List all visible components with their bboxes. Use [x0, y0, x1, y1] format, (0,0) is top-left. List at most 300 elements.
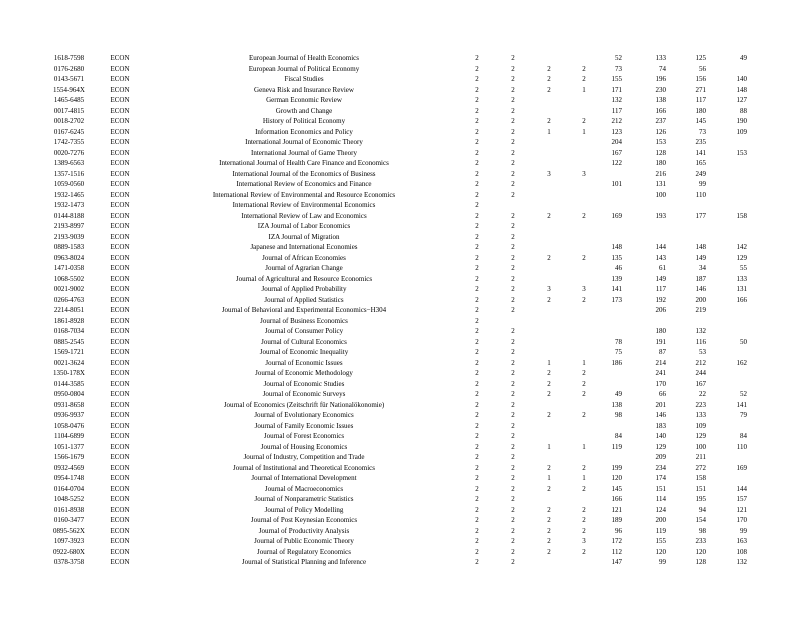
value-cell-4: 162	[736, 358, 747, 367]
value-cell-3: 133	[695, 411, 706, 419]
metric-cell-1: 2	[475, 253, 479, 262]
value-cell-1	[590, 326, 622, 337]
table-row	[0, 421, 800, 432]
issn-cell: 0950-0804	[53, 390, 85, 398]
value-cell-4: 140	[736, 75, 747, 83]
metric-cell-1: 2	[475, 390, 479, 398]
table-row	[0, 95, 800, 106]
journal-name-cell: Information Economics and Policy	[255, 127, 353, 136]
value-cell-3: 132	[695, 327, 706, 335]
issn-cell: 0266-4763	[53, 295, 85, 304]
value-cell-3: 223	[695, 400, 706, 409]
journal-name-cell: Journal of Nonparametric Statistics	[254, 495, 354, 503]
issn-cell: 0167-6245	[53, 127, 85, 136]
value-cell-3: 235	[695, 138, 706, 146]
metric-cell-3: 2	[547, 379, 551, 388]
value-cell-2: 146	[655, 411, 666, 419]
journal-name-cell: Journal of Regulatory Economics	[257, 547, 351, 556]
metric-cell-4: 2	[582, 505, 586, 514]
value-cell-2: 149	[655, 274, 666, 283]
category-cell: ECON	[110, 484, 130, 493]
value-cell-4: 166	[736, 295, 747, 304]
issn-cell: 0018-2702	[53, 117, 85, 125]
table-row	[0, 137, 800, 148]
value-cell-1	[590, 421, 622, 432]
journal-name-cell: Journal of Applied Statistics	[264, 295, 344, 304]
value-cell-4: 133	[736, 274, 747, 283]
metric-cell-1: 2	[475, 516, 479, 524]
metric-cell-4: 2	[582, 411, 586, 419]
metric-cell-2: 2	[511, 411, 515, 419]
value-cell-1	[590, 305, 622, 316]
value-cell-4: 153	[736, 148, 747, 157]
issn-cell: 0176-2680	[53, 64, 85, 73]
journal-name-cell: Journal of Economic Issues	[265, 358, 343, 367]
metric-cell-2: 2	[511, 558, 515, 566]
table-row	[0, 358, 800, 369]
metric-cell-3	[534, 431, 564, 442]
metric-cell-4: 2	[582, 379, 586, 388]
value-cell-3: 233	[695, 537, 706, 545]
metric-cell-2: 2	[511, 442, 515, 451]
journal-name-cell: International Review of Environmental Economics	[232, 201, 376, 209]
metric-cell-1: 2	[475, 411, 479, 419]
value-cell-2: 237	[655, 117, 666, 125]
value-cell-2: 128	[655, 148, 666, 157]
issn-cell: 0922-680X	[53, 547, 85, 556]
table-row	[0, 557, 800, 568]
metric-cell-4: 1	[582, 85, 586, 94]
category-cell: ECON	[110, 190, 130, 199]
value-cell-2: 119	[655, 526, 666, 535]
table-row	[0, 85, 800, 96]
value-cell-3: 219	[695, 306, 706, 314]
table-row	[0, 106, 800, 117]
value-cell-2: 87	[659, 348, 666, 356]
metric-cell-1: 2	[475, 379, 479, 388]
journal-name-cell: German Economic Review	[266, 96, 342, 104]
journal-name-cell: Journal of Post Keynesian Economics	[250, 516, 358, 524]
metric-cell-1: 2	[475, 337, 479, 346]
value-cell-1: 98	[615, 411, 622, 419]
metric-cell-2: 2	[511, 463, 515, 472]
category-cell: ECON	[110, 253, 130, 262]
metric-cell-3	[534, 179, 564, 190]
table-row	[0, 284, 800, 295]
metric-cell-4: 2	[582, 64, 586, 73]
journal-name-cell: International Review of Economics and Finance	[236, 180, 372, 188]
value-cell-2: 155	[655, 537, 666, 545]
value-cell-1: 167	[611, 148, 622, 157]
value-cell-3: 141	[695, 148, 706, 157]
value-cell-4: 79	[740, 411, 747, 419]
journal-name-cell: Journal of Industry, Competition and Trade	[243, 453, 365, 461]
metric-cell-2: 2	[511, 274, 515, 283]
value-cell-1: 101	[611, 180, 622, 188]
journal-name-cell: Geneva Risk and Insurance Review	[254, 85, 354, 94]
metric-cell-2: 2	[511, 327, 515, 335]
metric-cell-4: 2	[582, 117, 586, 125]
value-cell-1: 123	[611, 127, 622, 136]
value-cell-2	[634, 200, 666, 211]
category-cell: ECON	[110, 390, 130, 398]
category-cell: ECON	[110, 474, 130, 482]
value-cell-3: 272	[695, 463, 706, 472]
value-cell-2: 140	[655, 432, 666, 440]
table-row	[0, 242, 800, 253]
table-row	[0, 505, 800, 516]
value-cell-4: 141	[736, 400, 747, 409]
table-row	[0, 484, 800, 495]
value-cell-3: 165	[695, 159, 706, 167]
value-cell-1: 119	[611, 442, 622, 451]
metric-cell-4: 2	[582, 253, 586, 262]
value-cell-3: 116	[695, 337, 706, 346]
value-cell-3: 148	[695, 243, 706, 251]
journal-name-cell: Journal of Consumer Policy	[264, 327, 344, 335]
issn-cell: 1569-1721	[53, 348, 85, 356]
metric-cell-2: 2	[511, 180, 515, 188]
category-cell: ECON	[110, 348, 130, 356]
metric-cell-4: 2	[582, 516, 586, 524]
table-row	[0, 158, 800, 169]
metric-cell-2: 2	[511, 358, 515, 367]
category-cell: ECON	[110, 222, 130, 230]
issn-cell: 0889-1583	[53, 243, 85, 251]
value-cell-2	[634, 232, 666, 243]
value-cell-2: 133	[655, 54, 666, 62]
value-cell-3: 53	[699, 348, 706, 356]
issn-cell: 0021-9002	[53, 285, 85, 293]
category-cell: ECON	[110, 75, 130, 83]
category-cell: ECON	[110, 285, 130, 293]
value-cell-2: 241	[655, 369, 666, 377]
metric-cell-3: 2	[547, 253, 551, 262]
value-cell-1: 189	[611, 516, 622, 524]
value-cell-2: 234	[655, 463, 666, 472]
issn-cell: 1059-0560	[53, 180, 85, 188]
table-row	[0, 200, 800, 211]
value-cell-4: 148	[736, 85, 747, 94]
value-cell-3: 211	[695, 453, 706, 461]
value-cell-1: 147	[611, 558, 622, 566]
metric-cell-2: 2	[511, 369, 515, 377]
category-cell: ECON	[110, 379, 130, 388]
table-row	[0, 74, 800, 85]
value-cell-1: 145	[611, 484, 622, 493]
issn-cell: 1932-1473	[53, 201, 85, 209]
value-cell-1	[590, 221, 622, 232]
issn-cell: 2214-8051	[53, 306, 85, 314]
journal-name-cell: Fiscal Studies	[284, 75, 324, 83]
value-cell-1: 120	[611, 474, 622, 482]
value-cell-2	[634, 316, 666, 327]
value-cell-3: 146	[695, 285, 706, 293]
value-cell-3: 117	[695, 96, 706, 104]
issn-cell: 0885-2545	[53, 337, 85, 346]
metric-cell-2: 2	[511, 127, 515, 136]
value-cell-3: 195	[695, 495, 706, 503]
metric-cell-2: 2	[511, 306, 515, 314]
value-cell-1: 132	[611, 96, 622, 104]
metric-cell-3	[534, 106, 564, 117]
metric-cell-3	[534, 557, 564, 568]
issn-cell: 0144-8188	[53, 211, 85, 220]
issn-cell: 0021-3624	[53, 358, 85, 367]
value-cell-4: 50	[740, 337, 747, 346]
journal-name-cell: European Journal of Health Economics	[248, 54, 360, 62]
issn-cell: 0017-4815	[53, 106, 85, 115]
issn-cell: 2193-9039	[53, 232, 85, 241]
value-cell-4	[715, 232, 747, 243]
category-cell: ECON	[110, 463, 130, 472]
value-cell-3: 128	[695, 558, 706, 566]
issn-cell: 1350-178X	[53, 369, 85, 377]
table-row	[0, 316, 800, 327]
metric-cell-2: 2	[511, 537, 515, 545]
journal-name-cell: Journal of Economic Methodology	[255, 369, 353, 377]
journal-name-cell: Journal of Economics (Zeitschrift für Nationalökonomie)	[223, 400, 385, 409]
metric-cell-3: 2	[547, 64, 551, 73]
value-cell-3	[674, 232, 706, 243]
table-row	[0, 326, 800, 337]
value-cell-2: 230	[655, 85, 666, 94]
metric-cell-3	[534, 137, 564, 148]
table-row	[0, 116, 800, 127]
metric-cell-1: 2	[475, 369, 479, 377]
metric-cell-3: 2	[547, 211, 551, 220]
metric-cell-2: 2	[511, 526, 515, 535]
category-cell: ECON	[110, 264, 130, 272]
metric-cell-4: 3	[582, 537, 586, 545]
category-cell: ECON	[110, 316, 130, 325]
category-cell: ECON	[110, 127, 130, 136]
journal-name-cell: Journal of Productivity Analysis	[258, 526, 350, 535]
value-cell-2: 74	[659, 64, 666, 73]
metric-cell-4: 1	[582, 127, 586, 136]
issn-cell: 1051-1377	[53, 442, 85, 451]
value-cell-1	[590, 368, 622, 379]
metric-cell-1: 2	[475, 169, 479, 178]
value-cell-4: 109	[736, 127, 747, 136]
metric-cell-1: 2	[475, 463, 479, 472]
value-cell-3: 187	[695, 274, 706, 283]
value-cell-2: 206	[655, 306, 666, 314]
metric-cell-4: 3	[582, 285, 586, 293]
metric-cell-1: 2	[475, 547, 479, 556]
value-cell-2: 153	[655, 138, 666, 146]
metric-cell-1: 2	[475, 474, 479, 482]
value-cell-2: 61	[659, 264, 666, 272]
issn-cell: 0931-8658	[53, 400, 85, 409]
journal-name-cell: Japanese and International Economies	[250, 243, 358, 251]
value-cell-1	[590, 169, 622, 180]
value-cell-4: 99	[740, 526, 747, 535]
table-row	[0, 179, 800, 190]
table-row	[0, 263, 800, 274]
category-cell: ECON	[110, 537, 130, 545]
value-cell-3: 244	[695, 369, 706, 377]
metric-cell-2: 2	[511, 232, 515, 241]
category-cell: ECON	[110, 526, 130, 535]
category-cell: ECON	[110, 180, 130, 188]
table-row	[0, 53, 800, 64]
category-cell: ECON	[110, 201, 130, 209]
metric-cell-2: 2	[511, 159, 515, 167]
value-cell-1: 173	[611, 295, 622, 304]
value-cell-1: 139	[611, 274, 622, 283]
value-cell-1: 141	[611, 285, 622, 293]
metric-cell-2: 2	[511, 379, 515, 388]
metric-cell-1: 2	[475, 190, 479, 199]
value-cell-3: 145	[695, 117, 706, 125]
metric-cell-2: 2	[511, 421, 515, 430]
value-cell-2: 180	[655, 327, 666, 335]
category-cell: ECON	[110, 138, 130, 146]
value-cell-2: 100	[655, 190, 666, 199]
value-cell-4	[715, 200, 747, 211]
journal-name-cell: Journal of Forest Economics	[263, 432, 345, 440]
metric-cell-2: 2	[511, 75, 515, 83]
metric-cell-4: 2	[582, 211, 586, 220]
metric-cell-1: 2	[475, 400, 479, 409]
metric-cell-3: 2	[547, 505, 551, 514]
metric-cell-2: 2	[511, 117, 515, 125]
metric-cell-2	[498, 200, 528, 211]
journal-name-cell: European Journal of Political Economy	[248, 64, 360, 73]
category-cell: ECON	[110, 432, 130, 440]
metric-cell-2: 2	[511, 190, 515, 199]
category-cell: ECON	[110, 211, 130, 220]
metric-cell-2: 2	[511, 432, 515, 440]
issn-cell: 1471-0358	[53, 264, 85, 272]
metric-cell-2	[498, 316, 528, 327]
table-row	[0, 547, 800, 558]
issn-cell: 1465-6485	[53, 96, 85, 104]
value-cell-4	[715, 368, 747, 379]
table-row	[0, 431, 800, 442]
journal-name-cell: Journal of African Economies	[262, 253, 346, 262]
value-cell-4	[715, 190, 747, 201]
value-cell-3: 156	[695, 75, 706, 83]
metric-cell-3	[534, 221, 564, 232]
table-row	[0, 148, 800, 159]
category-cell: ECON	[110, 169, 130, 178]
metric-cell-4: 2	[582, 390, 586, 398]
value-cell-1: 96	[615, 526, 622, 535]
metric-cell-1: 2	[475, 201, 479, 209]
category-cell: ECON	[110, 495, 130, 503]
journal-name-cell: International Journal of the Economics of Business	[232, 169, 376, 178]
value-cell-1: 52	[615, 54, 622, 62]
journal-name-cell: History of Political Economy	[262, 117, 346, 125]
value-cell-2: 124	[655, 505, 666, 514]
metric-cell-1: 2	[475, 264, 479, 272]
metric-cell-1: 2	[475, 243, 479, 251]
metric-cell-1: 2	[475, 180, 479, 188]
journal-table-body	[0, 53, 800, 568]
value-cell-4: 144	[736, 484, 747, 493]
metric-cell-3	[534, 190, 564, 201]
metric-cell-3: 1	[547, 358, 551, 367]
metric-cell-3: 3	[547, 285, 551, 293]
issn-cell: 0954-1748	[53, 474, 85, 482]
value-cell-2: 126	[655, 127, 666, 136]
metric-cell-3	[534, 316, 564, 327]
category-cell: ECON	[110, 159, 130, 167]
value-cell-3: 180	[695, 106, 706, 115]
metric-cell-1: 2	[475, 348, 479, 356]
value-cell-2: 170	[655, 379, 666, 388]
metric-cell-2: 2	[511, 96, 515, 104]
category-cell: ECON	[110, 547, 130, 556]
issn-cell: 0144-3585	[53, 379, 85, 388]
table-row	[0, 232, 800, 243]
issn-cell: 1566-1679	[53, 453, 85, 461]
metric-cell-1: 2	[475, 306, 479, 314]
table-row	[0, 400, 800, 411]
value-cell-3: 110	[695, 190, 706, 199]
value-cell-1	[590, 232, 622, 243]
journal-name-cell: Journal of Agrarian Change	[265, 264, 343, 272]
category-cell: ECON	[110, 558, 130, 566]
metric-cell-2: 2	[511, 64, 515, 73]
value-cell-4: 158	[736, 211, 747, 220]
metric-cell-2: 2	[511, 516, 515, 524]
value-cell-2: 143	[655, 253, 666, 262]
metric-cell-1: 2	[475, 537, 479, 545]
value-cell-2: 196	[655, 75, 666, 83]
value-cell-4	[715, 326, 747, 337]
metric-cell-1: 2	[475, 85, 479, 94]
category-cell: ECON	[110, 106, 130, 115]
metric-cell-2: 2	[511, 169, 515, 178]
category-cell: ECON	[110, 411, 130, 419]
table-row	[0, 190, 800, 201]
category-cell: ECON	[110, 54, 130, 62]
journal-name-cell: Journal of Business Economics	[260, 316, 348, 325]
value-cell-4	[715, 316, 747, 327]
value-cell-2: 117	[655, 285, 666, 293]
table-row	[0, 526, 800, 537]
metric-cell-3	[534, 232, 564, 243]
metric-cell-4: 2	[582, 547, 586, 556]
value-cell-4: 163	[736, 537, 747, 545]
value-cell-2: 151	[655, 484, 666, 493]
category-cell: ECON	[110, 516, 130, 524]
value-cell-3: 271	[695, 85, 706, 94]
journal-name-cell: Journal of Economic Studies	[263, 379, 345, 388]
issn-cell: 0164-0704	[53, 484, 85, 493]
value-cell-3: 99	[699, 180, 706, 188]
metric-cell-4: 1	[582, 358, 586, 367]
category-cell: ECON	[110, 85, 130, 94]
value-cell-4	[715, 221, 747, 232]
value-cell-1: 171	[611, 85, 622, 94]
category-cell: ECON	[110, 306, 130, 314]
metric-cell-1: 2	[475, 505, 479, 514]
value-cell-4: 129	[736, 253, 747, 262]
category-cell: ECON	[110, 337, 130, 346]
category-cell: ECON	[110, 421, 130, 430]
value-cell-4: 52	[740, 390, 747, 398]
value-cell-4	[715, 347, 747, 358]
value-cell-4: 110	[736, 442, 747, 451]
value-cell-3	[674, 221, 706, 232]
value-cell-1: 204	[611, 138, 622, 146]
value-cell-3: 94	[699, 505, 706, 514]
journal-name-cell: Journal of Statistical Planning and Inference	[241, 558, 367, 566]
